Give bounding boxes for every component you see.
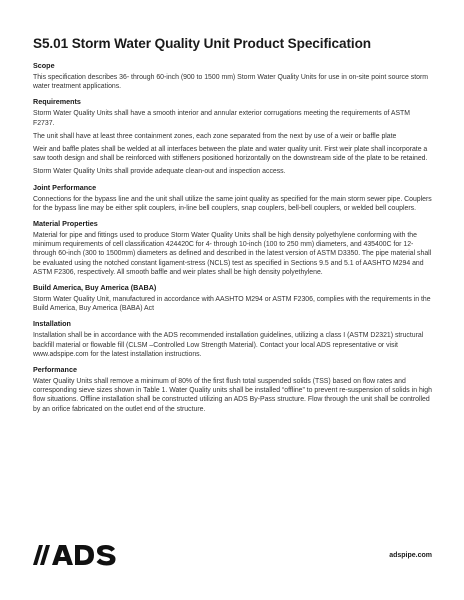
section-heading: Scope [33,61,55,70]
paragraph: Water Quality Units shall remove a minimum of 80% of the first flush total suspended solids (TSS) based on flow rates and corresponding sieve sizes shown in Table 1. Water Quality units shall be installed “offline” to prevent re-suspension of solids in high flow situations. Offline installation shall be constructed utilizing an ADS By-Pass structure. Flow through the unit shall be controlled by an orifice fabricated on the outlet end of the structure. [33,378,432,413]
section [33,219,433,277]
section [33,283,433,313]
paragraph: Material for pipe and fittings used to produce Storm Water Quality Units shall be high density polyethylene conforming with the minimum requirements of cell classification 424420C for 4- through 10-inch (100 to 250 mm) diameters, and 435400C for 12- through 60-inch (300 to 1500mm) diameters as defined and described in the latest version of ASTM D3350. The pipe material shall be evaluated using the notched constant ligament-stress (NCLS) test as specified in Sections 9.5 and 5.1 of AASHTO M294 and ASTM F2306, respectively. All smooth baffle and weir plates shall be high density polyethylene. [33,232,432,276]
section-heading: Material Properties [33,219,98,229]
document-page [33,36,433,420]
paragraph: Weir and baffle plates shall be welded at all interfaces between the plate and water quality unit. First weir plate shall incorporate a saw tooth design and shall be reinforced with stiffeners positioned horizontally on the downstream side of the plate to be retained. [33,146,428,163]
ads-logo-icon [33,541,121,569]
section-heading: Performance [33,365,77,375]
section [33,319,433,359]
paragraph: Installation shall be in accordance with the ADS recommended installation guidelines, utilizing a class I (ASTM D2321) structural backfill material or flowable fill (CLSM –Controlled Low Strength Material). Contact your local ADS representative or visit www.adspipe.com for the latest installation instructions. [33,332,424,358]
paragraph: Connections for the bypass line and the unit shall utilize the same joint quality as specified for the main storm sewer pipe. Couplers for the bypass line may be either split couplers, in-line bell couplers, snap couplers, bell-bell couplers, or welded bell couplers. [33,195,432,212]
section [33,61,433,91]
sections-container [33,61,433,414]
section [33,183,433,213]
paragraph: Storm Water Quality Units shall provide adequate clean-out and inspection access. [33,168,286,176]
section [33,365,433,414]
page-footer [33,541,432,569]
paragraph: Storm Water Quality Units shall have a smooth interior and annular exterior corrugations meeting the requirements of ASTM F2737. [33,110,410,127]
section-heading: Build America, Buy America (BABA) [33,283,157,293]
paragraph: The unit shall have at least three containment zones, each zone separated from the next by use of a weir or baffle plate [33,132,397,140]
section-heading: Installation [33,319,71,329]
section [33,97,433,176]
footer-url: adspipe.com [389,552,432,559]
paragraph: Storm Water Quality Unit, manufactured in accordance with AASHTO M294 or ASTM F2306, complies with the requirements in the Build America, Buy America (BABA) Act [33,296,431,313]
section-heading: Joint Performance [33,182,97,192]
section-heading: Requirements [33,97,81,107]
paragraph: This specification describes 36- through 60-inch (900 to 1500 mm) Storm Water Quality Units for use in on-site point source storm water treatment applications. [33,74,428,91]
page-title: S5.01 Storm Water Quality Unit Product Specification [33,36,371,51]
